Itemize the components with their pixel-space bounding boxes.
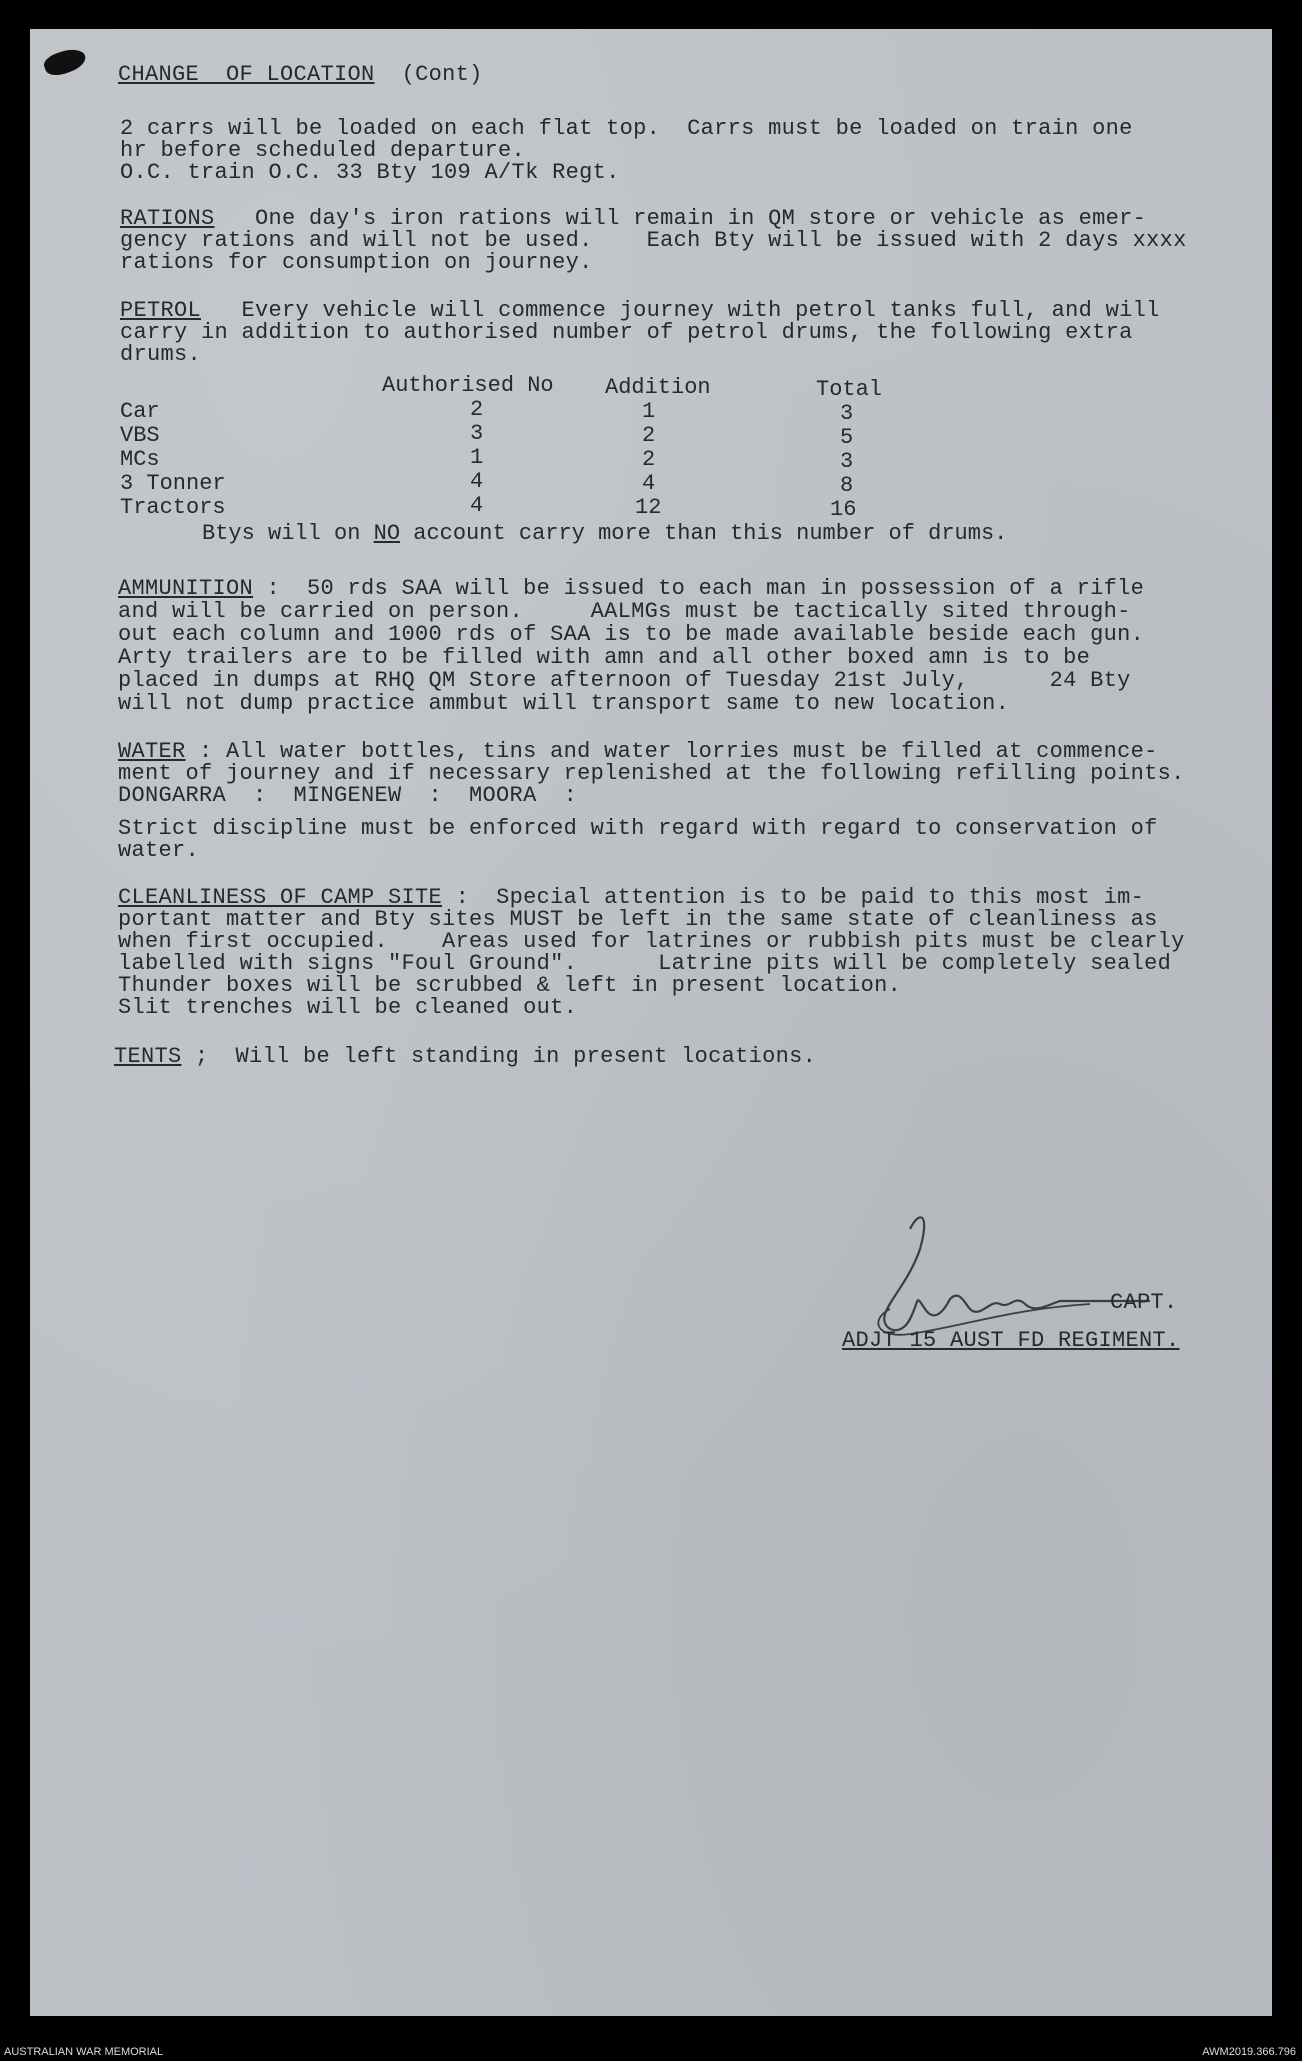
table-cell-b: 4	[642, 471, 656, 496]
ammo-line-2: and will be carried on person. AALMGs must be tactically sited through-	[118, 599, 1131, 624]
table-cell-b: 2	[642, 447, 656, 472]
water-line-2: ment of journey and if necessary replenished at the following refilling points.	[118, 761, 1185, 786]
water-line-1: WATER : All water bottles, tins and water lorries must be filled at commence-	[118, 739, 1158, 764]
table-row-label: Tractors	[120, 495, 226, 520]
footer-credit: AUSTRALIAN WAR MEMORIAL	[4, 2046, 164, 2058]
petrol-line-2: carry in addition to authorised number of petrol drums, the following extra	[120, 320, 1133, 345]
heading	[118, 63, 483, 87]
ammo-heading: AMMUNITION	[118, 576, 254, 601]
ammo-line-6: will not dump practice ammbut will transport same to new location.	[118, 691, 1010, 716]
table-cell-b: 1	[642, 399, 656, 424]
ammo-line-4: Arty trailers are to be filled with amn and all other boxed amn is to be	[118, 645, 1091, 670]
table-cell-a: 4	[470, 493, 484, 518]
water-line-5: water.	[118, 838, 200, 863]
table-cell-a: 4	[470, 469, 484, 494]
table-cell-b: 2	[642, 423, 656, 448]
clean-line-5: Thunder boxes will be scrubbed & left in present location.	[118, 973, 902, 998]
table-header-authorised: Authorised No	[382, 373, 554, 398]
document-page	[30, 29, 1272, 2016]
rations-line-1: RATIONS One day's iron rations will remain in QM store or vehicle as emer-	[120, 206, 1147, 231]
heading-title: CHANGE OF LOCATION	[118, 62, 375, 87]
clean-heading: CLEANLINESS OF CAMP SITE	[118, 885, 443, 910]
intro-line-1: 2 carrs will be loaded on each flat top. Carrs must be loaded on train one	[120, 116, 1133, 141]
ammo-line-3: out each column and 1000 rds of SAA is to be made available beside each gun.	[118, 622, 1145, 647]
table-cell-a: 1	[470, 445, 484, 470]
petrol-heading: PETROL	[120, 298, 202, 323]
clean-line-2: portant matter and Bty sites MUST be left in the same state of cleanliness as	[118, 907, 1158, 932]
intro-line-2: hr before scheduled departure.	[120, 138, 526, 163]
signature-rank: CAPT.	[1110, 1290, 1178, 1315]
tents-line: TENTS ; Will be left standing in present locations.	[114, 1044, 817, 1069]
water-line-3: DONGARRA : MINGENEW : MOORA :	[118, 783, 578, 808]
table-row-label: Car	[120, 399, 160, 424]
clean-line-3: when first occupied. Areas used for latrines or rubbish pits must be clearly	[118, 929, 1185, 954]
clean-line-6: Slit trenches will be cleaned out.	[118, 995, 578, 1020]
table-row-label: MCs	[120, 447, 160, 472]
signature-unit: ADJT 15 AUST FD REGIMENT.	[842, 1328, 1180, 1353]
footer-accession: AWM2019.366.796	[1202, 2046, 1296, 2058]
table-note: Btys will on NO account carry more than this number of drums.	[202, 521, 1008, 546]
petrol-line-1: PETROL Every vehicle will commence journey with petrol tanks full, and will	[120, 298, 1160, 323]
water-heading: WATER	[118, 739, 186, 764]
table-cell-a: 3	[470, 421, 484, 446]
rations-line-2: gency rations and will not be used. Each Bty will be issued with 2 days xxxx	[120, 228, 1187, 253]
ink-blot	[42, 44, 89, 79]
clean-line-4: labelled with signs "Foul Ground". Latrine pits will be completely sealed	[118, 951, 1172, 976]
table-cell-c: 3	[840, 449, 854, 474]
table-row-label: VBS	[120, 423, 160, 448]
water-line-4: Strict discipline must be enforced with regard with regard to conservation of	[118, 816, 1158, 841]
table-cell-c: 5	[840, 425, 854, 450]
petrol-line-3: drums.	[120, 342, 202, 367]
clean-line-1: CLEANLINESS OF CAMP SITE : Special attention is to be paid to this most im-	[118, 885, 1145, 910]
table-cell-b: 12	[635, 495, 662, 520]
table-cell-c: 3	[840, 401, 854, 426]
rations-line-3: rations for consumption on journey.	[120, 250, 593, 275]
table-cell-a: 2	[470, 397, 484, 422]
table-row-label: 3 Tonner	[120, 471, 226, 496]
tents-heading: TENTS	[114, 1044, 182, 1069]
table-header-total: Total	[816, 377, 883, 402]
rations-heading: RATIONS	[120, 206, 215, 231]
table-cell-c: 8	[840, 473, 854, 498]
ammo-line-1: AMMUNITION : 50 rds SAA will be issued to each man in possession of a rifle	[118, 576, 1145, 601]
table-header-addition: Addition	[605, 375, 711, 400]
heading-cont: (Cont)	[401, 62, 483, 87]
intro-line-3: O.C. train O.C. 33 Bty 109 A/Tk Regt.	[120, 160, 620, 185]
ammo-line-5: placed in dumps at RHQ QM Store afternoon of Tuesday 21st July, 24 Bty	[118, 668, 1131, 693]
table-cell-c: 16	[830, 497, 857, 522]
